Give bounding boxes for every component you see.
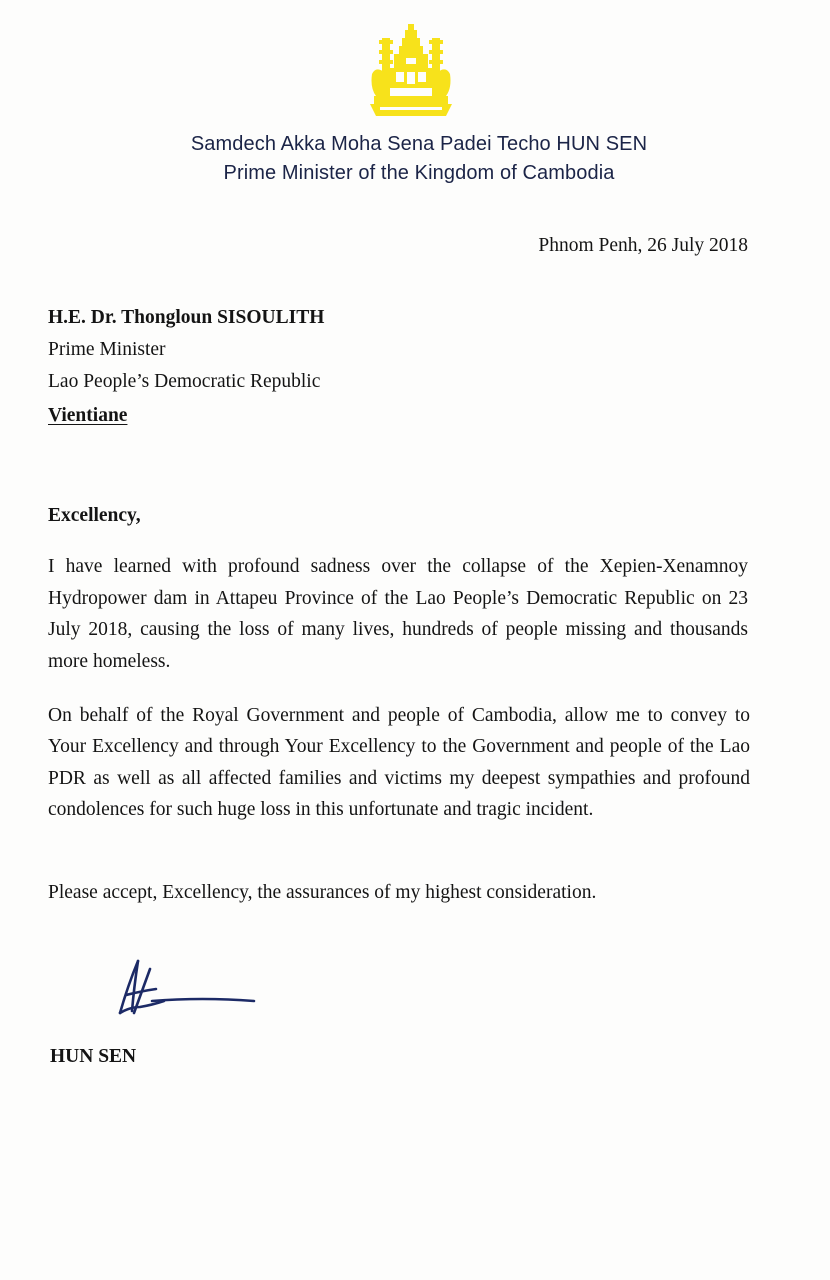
signer-name: HUN SEN — [50, 1046, 137, 1067]
handwritten-signature — [112, 955, 262, 1025]
body-paragraph-1: I have learned with profound sadness over the collapse of the Xepien-Xenamnoy Hydropower dam in Attapeu Province of the Lao People’s Democratic Republic on 23 July 2018, causing the loss of many lives, hundreds of people missing and thousands more homeless. — [48, 556, 748, 672]
recipient-title: Prime Minister — [48, 339, 166, 360]
closing-line: Please accept, Excellency, the assurances of my highest consideration. — [48, 882, 597, 903]
recipient-country: Lao People’s Democratic Republic — [48, 371, 321, 392]
recipient-name: H.E. Dr. Thongloun SISOULITH — [48, 307, 325, 328]
body-paragraph-2: On behalf of the Royal Government and people of Cambodia, allow me to convey to Your Excellency and through Your Excellency to the Government and people of the Lao PDR as well as all affected families and victims my deepest sympathies and profound condolences for such huge loss in this unfortunate and tragic incident. — [48, 705, 750, 820]
letterhead-sender-position: Prime Minister of the Kingdom of Cambodia — [223, 162, 615, 184]
letterhead-sender-title: Samdech Akka Moha Sena Padei Techo HUN SEN — [190, 133, 648, 155]
recipient-city: Vientiane — [48, 405, 128, 426]
royal-emblem-icon — [366, 24, 456, 116]
date-line: Phnom Penh, 26 July 2018 — [538, 235, 748, 256]
salutation: Excellency, — [48, 505, 141, 526]
